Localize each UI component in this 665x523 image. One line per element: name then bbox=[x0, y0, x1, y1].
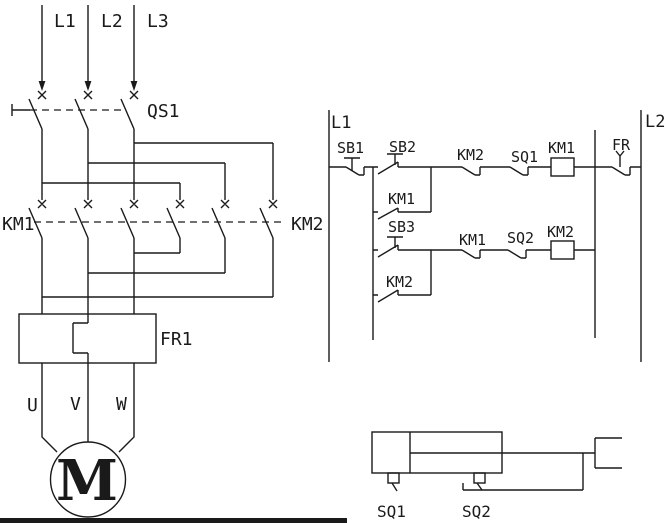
heater-element bbox=[73, 314, 88, 363]
contactor-reverse-label: KM2 bbox=[291, 214, 324, 235]
actuator-lever bbox=[477, 483, 482, 490]
terminal-label-W: W bbox=[116, 394, 127, 415]
end-bracket bbox=[595, 438, 622, 468]
motor-symbol bbox=[51, 442, 126, 517]
start-button-label: SB3 bbox=[388, 218, 416, 236]
coil-label: KM2 bbox=[547, 223, 575, 241]
contact-blades bbox=[29, 208, 273, 238]
contactor-feed-wiring bbox=[42, 129, 273, 200]
coil-box bbox=[551, 158, 574, 176]
start-button-label: SB2 bbox=[389, 138, 417, 156]
arrowhead-L3 bbox=[131, 81, 138, 91]
terminal-label-U: U bbox=[27, 395, 38, 416]
disconnect-switch-QS1 bbox=[12, 99, 180, 129]
limit-switch-SQ1-NC bbox=[510, 148, 551, 175]
terminal-x-marks bbox=[38, 91, 138, 99]
stop-button-label: SB1 bbox=[337, 139, 365, 157]
interlock-contact-label: KM2 bbox=[457, 146, 485, 164]
seal-contact-KM1-NO bbox=[373, 190, 431, 219]
rung-forward bbox=[329, 136, 641, 176]
limit-switch-SQ2-NC bbox=[507, 229, 551, 258]
start-button-SB2 bbox=[373, 138, 462, 174]
limit-switch-label: SQ2 bbox=[462, 502, 491, 521]
seal-contact-KM2-NO bbox=[373, 273, 431, 302]
interlock-contact-label: KM1 bbox=[459, 231, 487, 249]
limit-switch-label: SQ2 bbox=[507, 229, 535, 247]
actuator-tab bbox=[474, 473, 485, 483]
left-rail-label: L1 bbox=[331, 113, 352, 133]
seal-contact-label: KM1 bbox=[388, 190, 416, 208]
phase-supply-lines bbox=[38, 5, 169, 99]
bottom-border-bar bbox=[0, 518, 347, 523]
terminal-label-V: V bbox=[70, 394, 81, 415]
coil-label: KM1 bbox=[548, 139, 576, 157]
overload-contact-label: FR bbox=[612, 136, 631, 154]
contact-x-marks bbox=[38, 200, 277, 208]
coil-KM2 bbox=[547, 223, 595, 259]
start-button-SB3 bbox=[373, 218, 462, 257]
overload-label: FR1 bbox=[160, 329, 193, 350]
linkage-line bbox=[463, 453, 583, 490]
overload-contact-FR-NC bbox=[595, 136, 641, 175]
control-circuit bbox=[329, 110, 665, 362]
limit-switch-label: SQ1 bbox=[511, 148, 539, 166]
seal-contact-label: KM2 bbox=[386, 273, 414, 291]
phase-label-L2: L2 bbox=[101, 11, 123, 32]
contactor-forward-label: KM1 bbox=[2, 214, 35, 235]
motor-letter: M bbox=[56, 448, 118, 514]
thermal-overload-FR1 bbox=[19, 314, 193, 363]
arrowhead-L2 bbox=[85, 81, 92, 91]
rung-reverse bbox=[373, 218, 595, 259]
right-rail-label: L2 bbox=[645, 112, 665, 132]
phase-label-L1: L1 bbox=[54, 11, 76, 32]
coil-KM1 bbox=[548, 139, 595, 176]
actuator-tab bbox=[388, 473, 399, 483]
interlock-contact-KM1-NC bbox=[459, 231, 508, 258]
motor-leads bbox=[27, 363, 134, 452]
arrowhead-L1 bbox=[39, 81, 46, 91]
limit-switch-actuator-SQ2 bbox=[462, 473, 491, 521]
actuator-mechanism bbox=[372, 432, 622, 521]
phase-swap-wiring bbox=[42, 238, 273, 314]
interlock-contact-KM2-NC bbox=[457, 146, 510, 175]
limit-switch-label: SQ1 bbox=[377, 502, 406, 521]
coil-box bbox=[551, 241, 574, 259]
actuator-lever bbox=[392, 483, 397, 491]
qs1-blades bbox=[29, 99, 134, 129]
disconnect-label: QS1 bbox=[147, 101, 180, 122]
phase-label-L3: L3 bbox=[147, 11, 169, 32]
stop-button-SB1 bbox=[337, 139, 373, 175]
limit-switch-actuator-SQ1 bbox=[377, 473, 406, 521]
power-circuit bbox=[0, 5, 347, 523]
main-contacts-KM1-KM2 bbox=[2, 200, 324, 238]
